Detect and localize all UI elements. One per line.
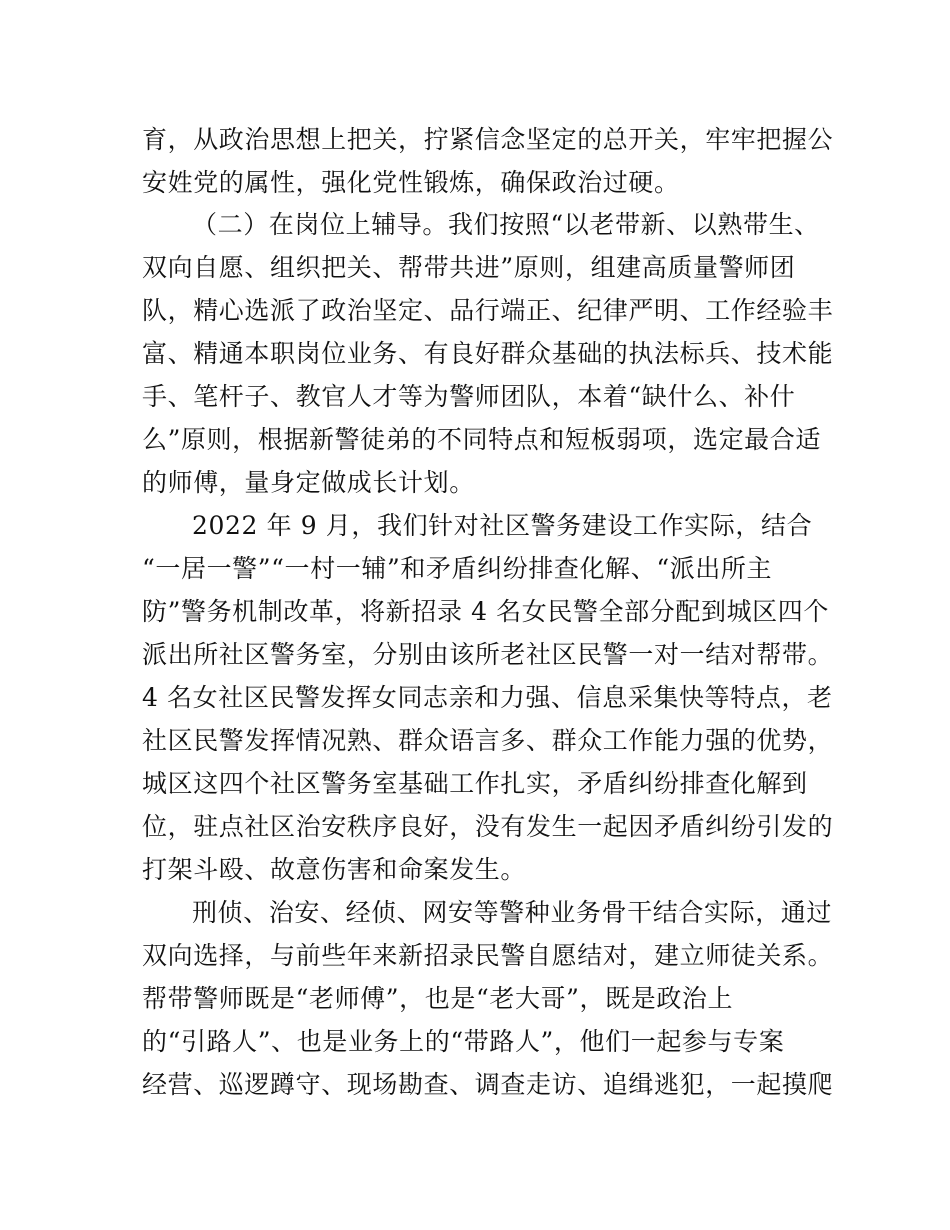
text-line-13: 派出所社区警务室，分别由该所老社区民警一对一结对帮带。 [142, 640, 834, 669]
text-line-1: 育，从政治思想上把关，拧紧信念坚定的总开关，牢牢把握公 [142, 125, 834, 154]
text-line-18: 打架斗殴、故意伤害和命案发生。 [142, 855, 527, 884]
text-line-11: “一居一警”“一村一辅”和矛盾纠纷排查化解、“派出所主 [142, 554, 773, 583]
text-line-20: 双向选择，与前些年来新招录民警自愿结对，建立师徒关系。 [142, 941, 834, 970]
text-line-8: 么”原则，根据新警徒弟的不同特点和短板弱项，选定最合适 [142, 425, 821, 454]
text-line-23: 经营、巡逻蹲守、现场勘查、调查走访、追缉逃犯，一起摸爬 [142, 1070, 834, 1099]
text-line-17: 位，驻点社区治安秩序良好，没有发生一起因矛盾纠纷引发的 [142, 812, 834, 841]
text-line-10: 2022 年 9 月，我们针对社区警务建设工作实际，结合 [192, 511, 813, 540]
text-line-2: 安姓党的属性，强化党性锻炼，确保政治过硬。 [142, 168, 680, 197]
text-line-5: 队，精心选派了政治坚定、品行端正、纪律严明、工作经验丰 [142, 296, 834, 325]
text-line-16: 城区这四个社区警务室基础工作扎实，矛盾纠纷排查化解到 [142, 769, 808, 798]
text-line-21: 帮带警师既是“老师傅”，也是“老大哥”，既是政治上 [142, 984, 734, 1013]
text-line-9: 的师傅，量身定做成长计划。 [142, 468, 475, 497]
text-line-6: 富、精通本职岗位业务、有良好群众基础的执法标兵、技术能 [142, 339, 834, 368]
text-line-4: 双向自愿、组织把关、帮带共进”原则，组建高质量警师团 [142, 253, 796, 282]
text-line-15: 社区民警发挥情况熟、群众语言多、群众工作能力强的优势， [142, 726, 834, 755]
text-line-19: 刑侦、治安、经侦、网安等警种业务骨干结合实际，通过 [192, 898, 833, 927]
text-line-12: 防”警务机制改革，将新招录 4 名女民警全部分配到城区四个 [142, 597, 829, 626]
text-line-3: （二）在岗位上辅导。我们按照“以老带新、以熟带生、 [192, 210, 820, 239]
text-line-22: 的“引路人”、也是业务上的“带路人”，他们一起参与专案 [142, 1027, 785, 1056]
text-line-7: 手、笔杆子、教官人才等为警师团队，本着“缺什么、补什 [142, 382, 796, 411]
text-line-14: 4 名女社区民警发挥女同志亲和力强、信息采集快等特点，老 [142, 683, 833, 712]
